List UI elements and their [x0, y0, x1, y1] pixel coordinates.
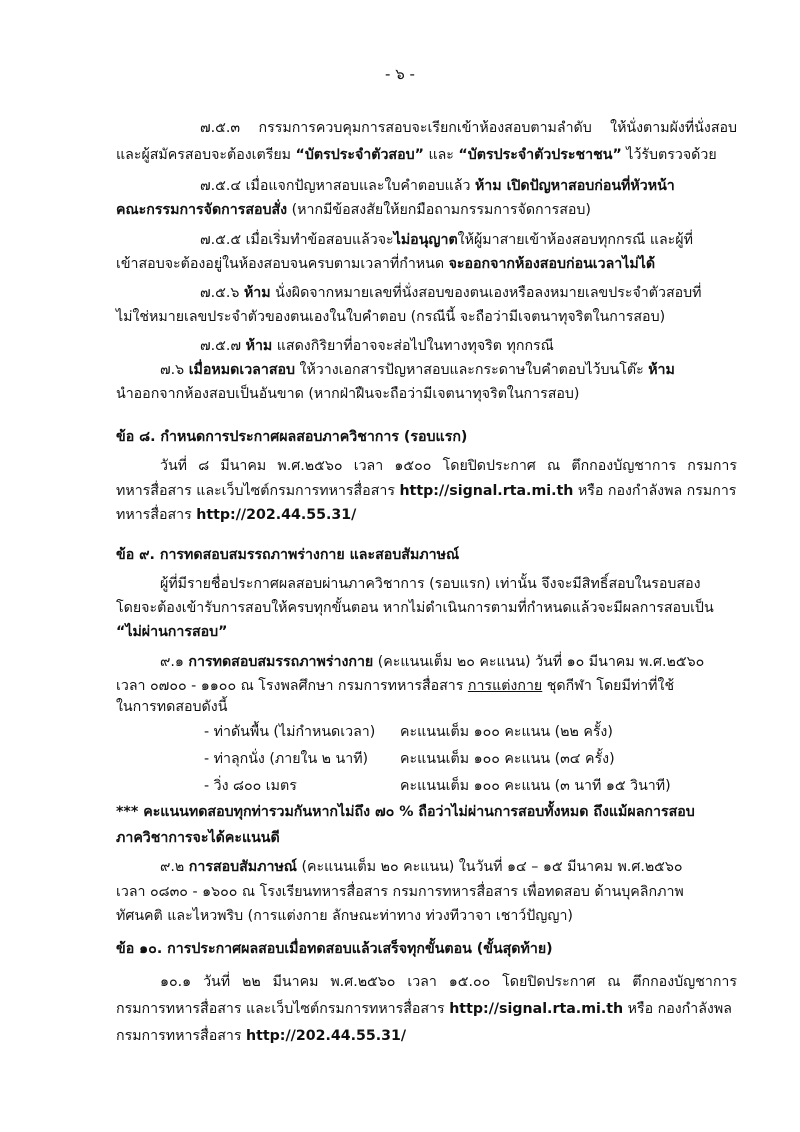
- emphasis: คณะกรรมการจัดการสอบสั่ง: [116, 202, 288, 218]
- text: (คะแนนเต็ม ๒๐ คะแนน) ในวันที่ ๑๔ – ๑๕ มีนาคม พ.ศ.๒๕๖๐: [296, 859, 683, 875]
- section-9-paragraph-line-2: โดยจะต้องเข้ารับการสอบให้ครบทุกขั้นตอน หากไม่ดำเนินการตามที่กำหนดแล้วจะมีผลการสอบเป็น: [116, 600, 714, 616]
- emphasis: จะออกจากห้องสอบก่อนเวลาไม่ได้: [448, 256, 656, 272]
- fitness-test-row: [204, 749, 744, 769]
- dress-code-label: การแต่งกาย: [467, 678, 543, 694]
- paragraph-7-6-line-1: [160, 360, 675, 380]
- text: ให้วางเอกสารปัญหาสอบและกระดาษใบคำตอบไว้บนโต๊ะ: [295, 362, 649, 378]
- text: ชุดกีฬา โดยมีท่าที่ใช้: [542, 678, 675, 694]
- id-card-label: “บัตรประจำตัวประชาชน”: [458, 147, 622, 163]
- emphasis: ห้าม เปิดปัญหาสอบก่อนที่หัวหน้า: [474, 178, 675, 194]
- section-10-heading: ข้อ ๑๐. การประกาศผลสอบเมื่อทดสอบแล้วเสร็จทุกขั้นตอน (ขั้นสุดท้าย): [116, 941, 553, 957]
- paragraph-7-5-3-line-1: ๗.๕.๓ กรรมการควบคุมการสอบจะเรียกเข้าห้องสอบตามลำดับ ให้นั่งตามผังที่นั่งสอบ: [200, 120, 737, 136]
- text: เวลา ๐๗๐๐ - ๑๑๐๐ ณ โรงพลศึกษา กรมการทหารสื่อสาร: [116, 678, 468, 694]
- text: ทหารสื่อสาร และเว็บไซต์กรมการทหารสื่อสาร: [116, 483, 400, 499]
- text: ให้ผู้มาสายเข้าห้องสอบทุกกรณี และผู้ที่: [457, 232, 693, 248]
- score-warning-line-1: *** คะแนนทดสอบทุกท่ารวมกันหากไม่ถึง ๗๐ % ถือว่าไม่ผ่านการสอบทั้งหมด ถึงแม้ผลการสอบ: [116, 804, 695, 820]
- text: (คะแนนเต็ม ๒๐ คะแนน) วันที่ ๑๐ มีนาคม พ.ศ.๒๕๖๐: [373, 654, 705, 670]
- text: และ: [423, 147, 459, 163]
- section-8-line-3: [116, 505, 356, 525]
- emphasis: ห้าม: [245, 338, 273, 354]
- score-warning-line-2: ภาควิชาการจะได้คะแนนดี: [116, 830, 280, 846]
- text: นั่งผิดจากหมายเลขที่นั่งสอบของตนเองหรือลงหมายเลขประจำตัวสอบที่: [270, 285, 702, 301]
- paragraph-7-5-3-line-2: [116, 145, 717, 165]
- emphasis: การสอบสัมภาษณ์: [188, 859, 297, 875]
- personnel-url-link[interactable]: http://202.44.55.31/: [245, 1028, 407, 1044]
- paragraph-7-5-6-line-1: [200, 283, 702, 303]
- text: ๗.๕.๗: [200, 338, 246, 354]
- section-9-paragraph-line-1: ผู้ที่มีรายชื่อประกาศผลสอบผ่านภาควิชาการ (รอบแรก) เท่านั้น จึงจะมีสิทธิ์สอบในรอบสอง: [160, 576, 701, 592]
- text: กรมการทหารสื่อสาร และเว็บไซต์กรมการทหารสื่อสาร: [116, 1001, 450, 1017]
- signal-url-link[interactable]: http://signal.rta.mi.th: [399, 483, 574, 499]
- personnel-url-link[interactable]: http://202.44.55.31/: [196, 507, 357, 523]
- text: แสดงกิริยาที่อาจจะส่อไปในทางทุจริต ทุกกรณี: [272, 338, 554, 354]
- paragraph-7-6-line-2: นำออกจากห้องสอบเป็นอันขาด (หากฝ่าฝืนจะถือว่ามีเจตนาทุจริตในการสอบ): [116, 386, 580, 402]
- paragraph-7-5-5-line-1: [200, 230, 693, 250]
- text: ไว้รับตรวจด้วย: [621, 147, 717, 163]
- paragraph-7-5-6-line-2: ไม่ใช่หมายเลขประจำตัวของตนเองในใบคำตอบ (กรณีนี้ จะถือว่ามีเจตนาทุจริตในการสอบ): [116, 309, 666, 325]
- emphasis: ห้าม: [648, 362, 675, 378]
- section-10-line-2: [116, 999, 732, 1019]
- section-9-1-line-1: [160, 652, 704, 672]
- section-8-line-1: วันที่ ๘ มีนาคม พ.ศ.๒๕๖๐ เวลา ๑๕๐๐ โดยปิดประกาศ ณ ตึกกองบัญชาการ กรมการ: [160, 458, 737, 474]
- paragraph-7-5-4-line-1: [200, 176, 675, 196]
- emphasis: เมื่อหมดเวลาสอบ: [188, 362, 296, 378]
- text: เข้าสอบจะต้องอยู่ในห้องสอบจนครบตามเวลาที่กำหนด: [116, 256, 449, 272]
- signal-url-link[interactable]: http://signal.rta.mi.th: [449, 1001, 624, 1017]
- paragraph-7-5-5-line-2: [116, 254, 655, 274]
- text: ๗.๕.๕ เมื่อเริ่มทำข้อสอบแล้วจะ: [200, 232, 394, 248]
- section-9-1-line-3: ในการทดสอบดังนี้: [116, 699, 228, 715]
- text: (หากมีข้อสงสัยให้ยกมือถามกรรมการจัดการสอบ): [287, 202, 591, 218]
- text: หรือ กองกำลังพล: [623, 1001, 732, 1017]
- section-9-2-line-1: [160, 857, 683, 877]
- text: ๗.๖: [160, 362, 189, 378]
- section-10-line-1: ๑๐.๑ วันที่ ๒๒ มีนาคม พ.ศ.๒๕๖๐ เวลา ๑๕.๐๐ โดยปิดประกาศ ณ ตึกกองบัญชาการ: [160, 974, 737, 990]
- section-10-line-3: [116, 1026, 406, 1046]
- test-score: คะแนนเต็ม ๑๐๐ คะแนน (๒๒ ครั้ง): [400, 724, 613, 740]
- test-score: คะแนนเต็ม ๑๐๐ คะแนน (๓๔ ครั้ง): [400, 751, 615, 767]
- page-number: - ๖ -: [385, 65, 415, 83]
- test-name: - ท่าดันพื้น (ไม่กำหนดเวลา): [204, 724, 376, 740]
- paragraph-7-5-7: [200, 336, 554, 356]
- paragraph-7-5-4-line-2: [116, 200, 591, 220]
- emphasis: ไม่อนุญาต: [393, 232, 458, 248]
- fitness-test-row: [204, 722, 744, 742]
- fitness-test-row: [204, 776, 744, 796]
- test-name: - วิ่ง ๘๐๐ เมตร: [204, 778, 297, 794]
- emphasis: ห้าม: [243, 285, 271, 301]
- section-9-2-line-2: เวลา ๐๘๓๐ - ๑๖๐๐ ณ โรงเรียนทหารสื่อสาร กรมการทหารสื่อสาร เพื่อทดสอบ ด้านบุคลิกภาพ: [116, 884, 684, 900]
- section-8-heading: ข้อ ๘. กำหนดการประกาศผลสอบภาควิชาการ (รอบแรก): [116, 429, 468, 445]
- section-8-line-2: [116, 481, 736, 501]
- text: ๗.๕.๖: [200, 285, 244, 301]
- text: ทหารสื่อสาร: [116, 507, 197, 523]
- text: กรมการทหารสื่อสาร: [116, 1028, 246, 1044]
- text: ๙.๒: [160, 859, 189, 875]
- section-9-heading: ข้อ ๙. การทดสอบสมรรถภาพร่างกาย และสอบสัมภาษณ์: [116, 547, 460, 563]
- exam-card-label: “บัตรประจำตัวสอบ”: [295, 147, 424, 163]
- test-name: - ท่าลุกนั่ง (ภายใน ๒ นาที): [204, 751, 369, 767]
- section-9-1-line-2: [116, 676, 674, 696]
- text: ๗.๕.๔ เมื่อแจกปัญหาสอบและใบคำตอบแล้ว: [200, 178, 475, 194]
- text: หรือ กองกำลังพล กรมการ: [573, 483, 737, 499]
- text: ๙.๑: [160, 654, 189, 670]
- text: และผู้สมัครสอบจะต้องเตรียม: [116, 147, 296, 163]
- test-score: คะแนนเต็ม ๑๐๐ คะแนน (๓ นาที ๑๕ วินาที): [400, 778, 671, 794]
- emphasis: การทดสอบสมรรถภาพร่างกาย: [188, 654, 374, 670]
- fail-status-label: “ไม่ผ่านการสอบ”: [116, 624, 228, 640]
- section-9-2-line-3: ทัศนคติ และไหวพริบ (การแต่งกาย ลักษณะท่าทาง ท่วงทีวาจา เชาว์ปัญญา): [116, 908, 573, 924]
